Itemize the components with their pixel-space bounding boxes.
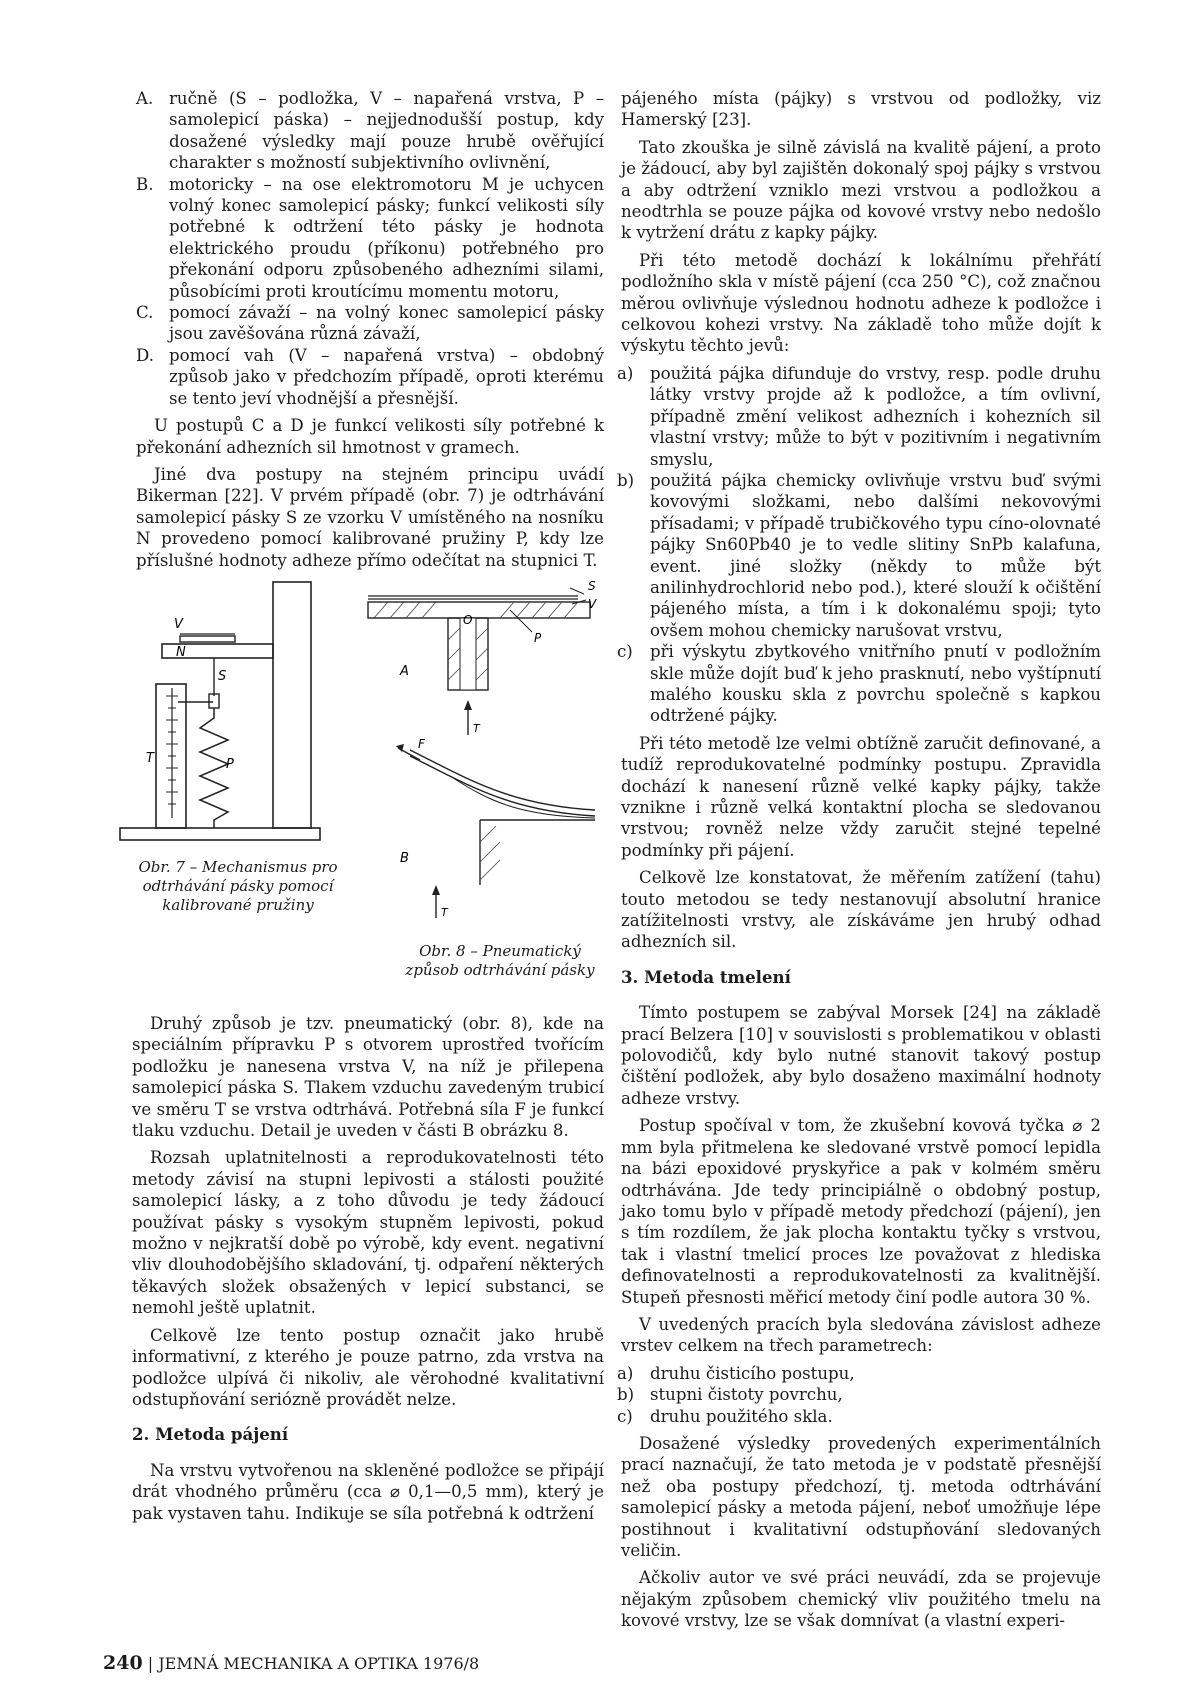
list-item: c) druhu použitého skla. xyxy=(617,1406,833,1426)
parameters-list xyxy=(617,1363,1101,1427)
list-item: B. motoricky – na ose elektromotoru M je uchycen volný konec samolepicí pásky; funkcí velikosti síly potřebné k odtržení této pásky je hodnota elektrického proudu (příkonu) potřebného pro překonání odporu způsobeného adhezními silami, působícími proti kroutícímu momentu motoru, xyxy=(136,174,604,301)
figure-7-label-v: V xyxy=(174,617,183,632)
figure-7-label-n: N xyxy=(176,645,186,660)
list-item: a) použitá pájka difunduje do vrstvy, resp. podle druhu látky vrstvy projde až k podložce, a tím ovlivní, případně změní velikost adhezních i kohezních sil vlastní vrstvy; může to být v pozitivním i negativním smyslu, xyxy=(617,363,1101,469)
paragraph: Celkově lze tento postup označit jako hrubě informativní, z kterého je pouze patrno, zda vrstva na podložce ulpívá či nikoliv, ale věrohodné kvalitativní odstupňování seriózně provádět nelze. xyxy=(132,1325,604,1409)
paragraph: Celkově lze konstatovat, že měřením zatížení (tahu) touto metodou se tedy nestanovují absolutní hranice zatížitelnosti vrstvy, ale získáváme jen hrubý odhad adhezních sil. xyxy=(621,868,1101,952)
paragraph: Tímto postupem se zabýval Morsek [24] na základě prací Belzera [10] v souvislosti s problematikou v oblasti polovodičů, kdy bylo nutné stanovit takový postup čištění podložek, aby bylo dosaženo maximální hodnoty adheze vrstvy. xyxy=(621,1003,1101,1108)
figure-8-caption: Obr. 8 – Pneumatický způsob odtrhávání pásky xyxy=(405,942,595,979)
paragraph: Postup spočíval v tom, že zkušební kovová tyčka ⌀ 2 mm byla přitmelena ke sledované vrstvě pomocí lepidla na bázi epoxidové pryskyřice a pak v kolmém směru odtrhávána. Jde tedy principiálně o obdobný postup, jako tomu bylo v případě metody předchozí (pájení), jen s tím rozdílem, že jak plocha kontaktu tyčky s vrstvou, tak i vlastní tmelicí proces lze považovat z hlediska definovatelnosti a reprodukovatelnosti za kvalitnější. Stupeň přesnosti měřicí metody činí podle autora 30 %. xyxy=(621,1116,1101,1307)
paragraph: Při této metodě lze velmi obtížně zaručit definované, a tudíž reprodukovatelné podmínky postupu. Zpravidla dochází k nanesení různě velké kapky pájky, takže vznikne i různě velká kontaktní plocha se sledovanou vrstvou; rovněž nelze vždy zaručit stejné tepelné podmínky při pájení. xyxy=(621,733,1101,860)
paragraph: V uvedených pracích byla sledována závislost adheze vrstev celkem na třech parametrech: xyxy=(621,1314,1101,1356)
effects-list xyxy=(617,363,1101,727)
page-footer xyxy=(103,1652,479,1674)
figure-7-label-p: P xyxy=(226,757,234,772)
method-list-abcd xyxy=(136,88,604,409)
list-item: b) stupni čistoty povrchu, xyxy=(617,1385,843,1405)
figure-8-label-t-b: T xyxy=(441,906,448,919)
figure-7-caption: Obr. 7 – Mechanismus pro odtrhávání pásky pomocí kalibrované pružiny xyxy=(138,858,338,914)
figure-7-label-s: S xyxy=(218,669,227,684)
paragraph: Tato zkouška je silně závislá na kvalitě pájení, a proto je žádoucí, aby byl zajištěn dokonalý spoj pájky s vrstvou a aby odtržení vzniklo mezi vrstvou a podložkou a neodtrhla se pouze pájka od kovové vrstvy nebo nedošlo k vytržení drátu z kapky pájky. xyxy=(621,137,1101,243)
figure-8-label-t: T xyxy=(473,722,480,735)
left-column-bottom xyxy=(132,1013,604,1530)
journal-name: JEMNÁ MECHANIKA A OPTIKA 1976/8 xyxy=(158,1654,480,1673)
list-item: A. ručně (S – podložka, V – napařená vrstva, P – samolepicí páska) – nejjednodušší postup, kdy dosažené výsledky mají pouze hrubě ověřující charakter s možností subjektivního ovlivnění, xyxy=(136,89,604,173)
paragraph: Rozsah uplatnitelnosti a reprodukovatelnosti této metody závisí na stupni lepivosti a stálosti použité samolepicí lásky, a z toho důvodu je tedy žádoucí používat pásky s vysokým stupněm lepivosti, pokud možno v nejkratší době po výrobě, kdy event. negativní vliv dlouhodobějšího skladování, tj. odpaření některých těkavých složek obsažených v lepicí substanci, se nemohl ještě uplatnit. xyxy=(132,1148,604,1318)
section-heading: 3. Metoda tmelení xyxy=(621,966,791,987)
list-item: c) při výskytu zbytkového vnitřního pnutí v podložním skle může dojít buď k jeho prasknutí, nebo vyštípnutí malého kousku skla z povrchu společně s kapkou odtržené pájky. xyxy=(617,642,1101,726)
list-item: D. pomocí vah (V – napařená vrstva) – obdobný způsob jako v předchozím případě, oproti kterému se tento jeví vhodnější a přesnější. xyxy=(136,345,604,408)
paragraph: Na vrstvu vytvořenou na skleněné podložce se připájí drát vhodného průměru (cca ⌀ 0,1—0,5 mm), který je pak vystaven tahu. Indikuje se síla potřebná k odtržení xyxy=(132,1460,604,1523)
paragraph: Druhý způsob je tzv. pneumatický (obr. 8), kde na speciálním přípravku P s otvorem uprostřed tvořícím podložku je nanesena vrstva V, na níž je přilepena samolepicí páska S. Tlakem vzduchu zavedeným trubicí ve směru T se vrstva odtrhává. Potřebná síla F je funkcí tlaku vzduchu. Detail je uveden v části B obrázku 8. xyxy=(132,1014,604,1141)
figure-8-label-f: F xyxy=(418,737,425,751)
paragraph: Při této metodě dochází k lokálnímu přehřátí podložního skla v místě pájení (cca 250 °C), což značnou měrou ovlivňuje výslednou hodnotu adheze k podložce i celkovou kohezi vrstvy. Na základě toho může dojít k výskytu těchto jevů: xyxy=(621,250,1101,356)
section-heading: 2. Metoda pájení xyxy=(132,1424,289,1445)
right-column xyxy=(617,88,1101,1638)
figure-8-label-v: V xyxy=(588,597,597,611)
list-item: a) druhu čisticího postupu, xyxy=(617,1363,855,1383)
figure-8-label-o: O xyxy=(463,613,473,627)
figure-8-pneumatic-method xyxy=(360,580,610,930)
paragraph: pájeného místa (pájky) s vrstvou od podložky, viz Hamerský [23]. xyxy=(621,89,1101,130)
paragraph: Dosažené výsledky provedených experimentálních prací naznačují, že tato metoda je v podstatě přesnější než oba postupy předchozí, tj. metoda odtrhávání samolepicí pásky a metoda pájení, neboť umožňuje lépe postihnout i kvalitativní odstupňování sledovaných veličin. xyxy=(621,1433,1101,1560)
figure-8-label-a: A xyxy=(400,664,409,679)
figure-8-label-s: S xyxy=(588,580,596,593)
footer-divider: | xyxy=(147,1654,159,1673)
list-item: b) použitá pájka chemicky ovlivňuje vrstvu buď svými kovovými složkami, nebo dalšími nekovovými přísadami; v případě trubičkového typu cíno-olovnaté pájky Sn60Pb40 je to vedle slitiny SnPb kalafuna, event. jiné složky (někdy to může být anilinhydrochlorid nebo pod.), které slouží k očištění pájeného místa, a tím i k dokonalému spoji; tyto ovšem mohou chemicky narušovat vrstvu, xyxy=(617,470,1101,640)
page-number: 240 xyxy=(103,1652,143,1674)
paragraph: U postupů C a D je funkcí velikosti síly potřebné k překonání adhezních sil hmotnost v gramech. xyxy=(136,416,604,457)
list-item: C. pomocí závaží – na volný konec samolepicí pásky jsou zavěšována různá závaží, xyxy=(136,303,604,344)
figure-8-label-p: P xyxy=(534,631,542,645)
figure-8-label-b: B xyxy=(400,851,409,866)
figure-7-label-t: T xyxy=(146,751,154,766)
left-column-top xyxy=(136,88,604,577)
paragraph: Ačkoliv autor ve své práci neuvádí, zda se projevuje nějakým způsobem chemický vliv použitého tmelu na kovové vrstvy, lze se však domnívat (a vlastní experi- xyxy=(621,1568,1101,1631)
paragraph: Jiné dva postupy na stejném principu uvádí Bikerman [22]. V prvém případě (obr. 7) je odtrhávání samolepicí pásky S ze vzorku V umístěného na nosníku N provedeno pomocí kalibrované pružiny P, kdy lze příslušné hodnoty adheze přímo odečítat na stupnici T. xyxy=(136,464,604,570)
figure-7-spring-mechanism xyxy=(118,578,328,848)
